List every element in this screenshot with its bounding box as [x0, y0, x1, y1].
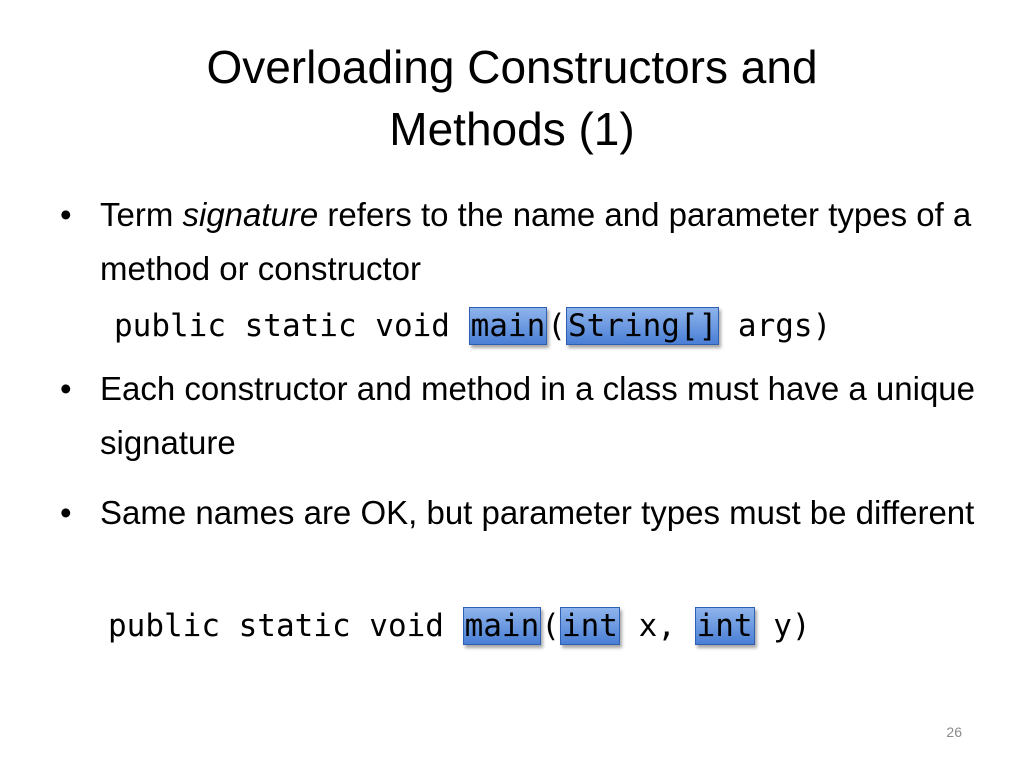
code2-sep: x, [619, 608, 695, 644]
bullet3-text: Same names are OK, but parameter types must be different [100, 494, 975, 531]
code1-type-highlight: String[] [567, 308, 718, 344]
bullet1-text-pre: Term [100, 196, 183, 233]
code1-paren: ( [547, 308, 566, 344]
bullet-dot-icon: • [60, 196, 72, 233]
code1-method-highlight: main [470, 308, 546, 344]
code2-method-highlight: main [464, 608, 540, 644]
page-number: 26 [946, 724, 962, 740]
bullet-item-unique-signature [58, 362, 1024, 470]
code-example-2 [108, 600, 811, 652]
bullet-dot-icon: • [60, 494, 72, 531]
code-example-1 [114, 300, 831, 352]
bullet1-text-post: refers to the name and parameter types of a method or constructor [100, 196, 972, 287]
code2-type1-highlight: int [561, 608, 618, 644]
slide-title [0, 36, 1024, 160]
bullet-item-signature [58, 188, 1024, 296]
code2-type2-highlight: int [696, 608, 753, 644]
code1-rest: args) [719, 308, 832, 344]
code2-paren: ( [541, 608, 560, 644]
code2-rest: y) [754, 608, 811, 644]
bullet-item-same-names [58, 486, 1024, 540]
bullet-dot-icon: • [60, 370, 72, 407]
bullet2-text: Each constructor and method in a class must have a unique signature [100, 370, 975, 461]
title-line-2: Methods (1) [389, 103, 635, 155]
title-line-1: Overloading Constructors and [206, 41, 818, 93]
code2-prefix: public static void [108, 608, 463, 644]
bullet1-emphasis: signature [182, 196, 319, 233]
code1-prefix: public static void [114, 308, 469, 344]
